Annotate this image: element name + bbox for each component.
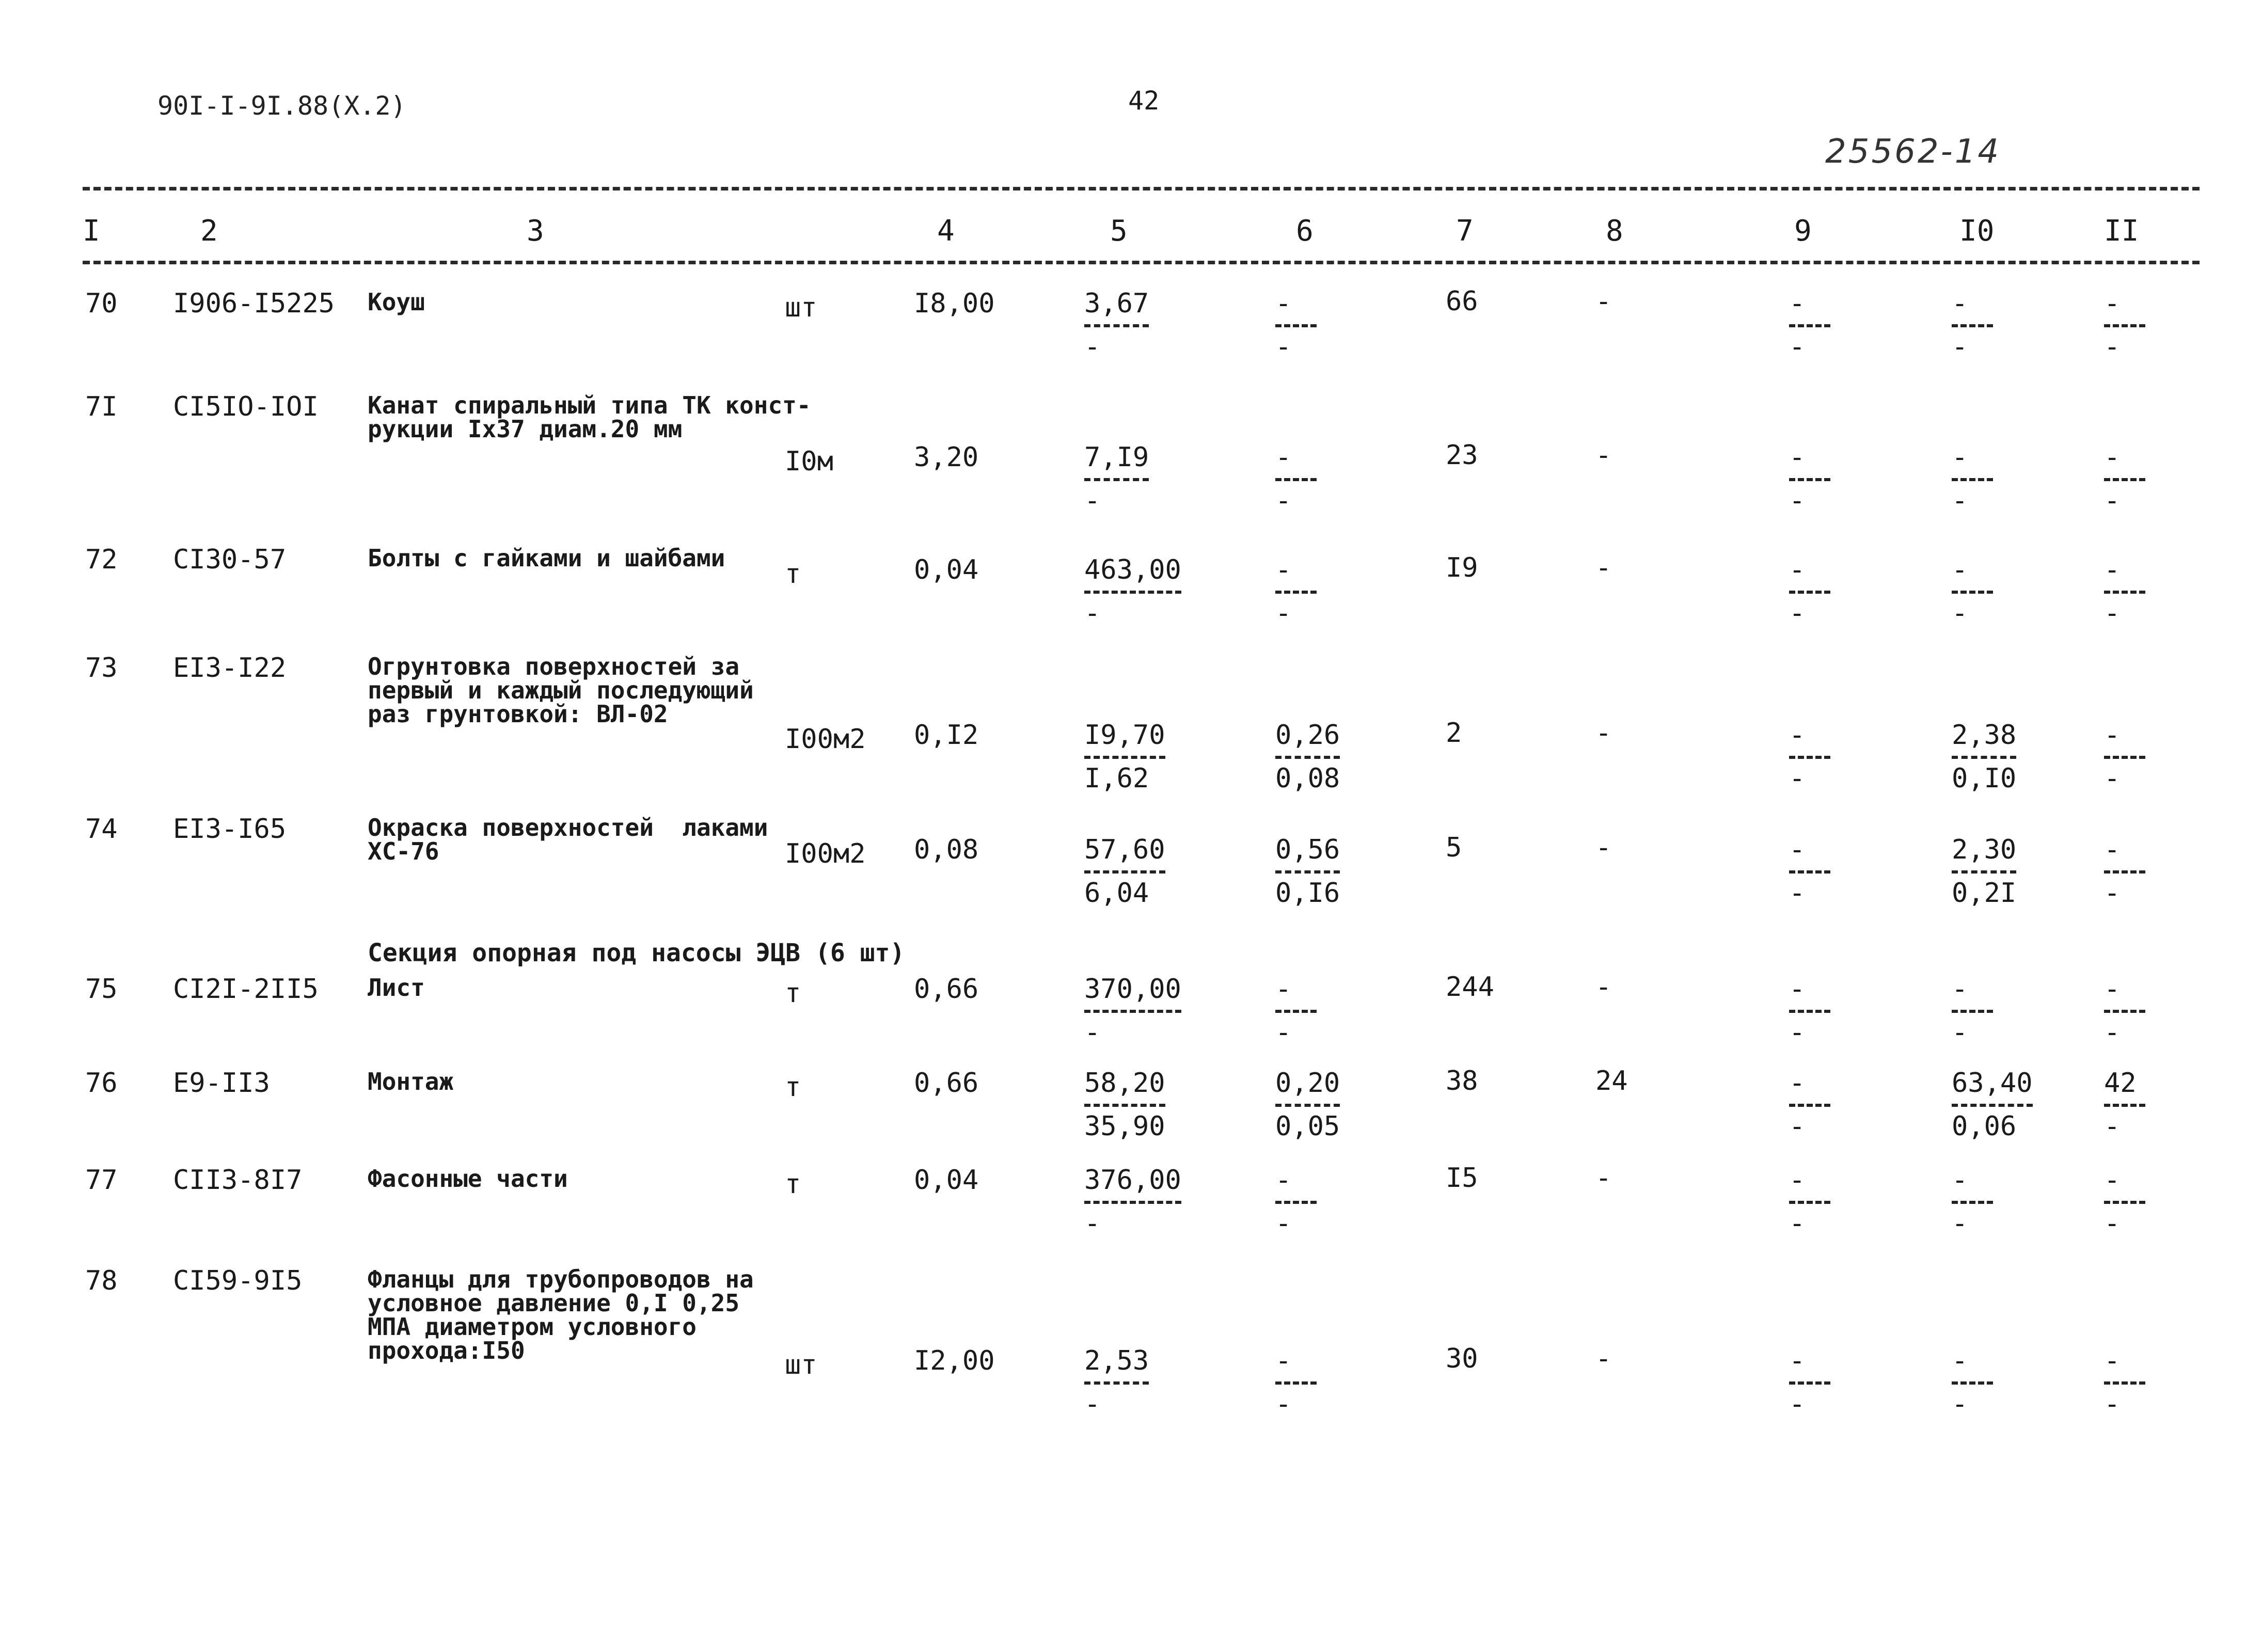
col5-cell-fraction-bar (1084, 1381, 1149, 1385)
col9-cell-denominator: - (1789, 1111, 1806, 1142)
col9-cell-denominator: - (1789, 1208, 1806, 1239)
col11-cell (2104, 836, 2145, 907)
col10-cell-denominator: - (1952, 598, 1968, 629)
col11-cell (2104, 290, 2145, 360)
col10-cell-numerator: - (1952, 1165, 1968, 1196)
col5-cell-numerator: 57,60 (1084, 834, 1165, 865)
col11-cell-fraction-bar (2104, 756, 2145, 759)
work-description: Болты с гайками и шайбами (368, 544, 725, 572)
col11-cell-denominator: - (2104, 763, 2121, 794)
col5-cell (1084, 1167, 1181, 1237)
col5-cell-denominator: - (1084, 1389, 1101, 1420)
col11-cell-fraction-bar (2104, 324, 2145, 327)
quantity: 0,08 (914, 834, 979, 865)
col10-cell-denominator: 0,2I (1952, 878, 2017, 909)
col10-cell-denominator: - (1952, 485, 1968, 516)
quantity: 0,66 (914, 1068, 979, 1099)
quantity: 0,04 (914, 554, 979, 585)
col9-cell-denominator: - (1789, 1389, 1806, 1420)
col9-cell-fraction-bar (1789, 591, 1830, 594)
row-number: 7I (85, 391, 118, 422)
col11-cell (2104, 722, 2145, 792)
col6-cell (1275, 290, 1317, 360)
col5-cell-fraction-bar (1084, 591, 1181, 594)
col5-cell-numerator: 2,53 (1084, 1345, 1149, 1376)
row-number: 78 (85, 1265, 118, 1296)
col6-cell-denominator: - (1275, 331, 1292, 362)
col11-cell-fraction-bar (2104, 1104, 2145, 1107)
col9-cell-fraction-bar (1789, 1381, 1830, 1385)
col10-cell-fraction-bar (1952, 478, 1993, 481)
col9-cell (1789, 554, 1830, 629)
col6-cell-fraction-bar (1275, 478, 1317, 481)
col10-cell-fraction-bar (1952, 1010, 1993, 1013)
col7-cell: 5 (1446, 832, 1462, 863)
col9-cell-fraction-bar (1789, 756, 1830, 759)
col10-cell-numerator: - (1952, 288, 1968, 319)
col11-cell-fraction-bar (2104, 870, 2145, 873)
col9-cell-numerator: - (1789, 974, 1806, 1005)
col6-cell-fraction-bar (1275, 1381, 1317, 1385)
col11-cell-fraction-bar (2104, 591, 2145, 594)
col6-cell (1275, 976, 1317, 1046)
col6-cell-fraction-bar (1275, 870, 1340, 873)
col6-cell-denominator: - (1275, 485, 1292, 516)
col10-cell (1952, 554, 1993, 629)
col10-cell-numerator: - (1952, 1345, 1968, 1376)
rate-code: CI5IO-IOI (173, 391, 319, 422)
col5-cell-fraction-bar (1084, 1010, 1181, 1013)
col11-cell-denominator: - (2104, 1111, 2121, 1142)
col11-cell-numerator: - (2104, 1345, 2121, 1376)
quantity: 3,20 (914, 442, 979, 473)
quantity: 0,I2 (914, 720, 979, 751)
work-description: Монтаж (368, 1068, 454, 1095)
rate-code: EI3-I65 (173, 814, 287, 845)
col6-cell (1275, 1070, 1340, 1140)
col10-cell-denominator: - (1952, 1017, 1968, 1048)
quantity: I8,00 (914, 288, 995, 319)
col10-cell (1952, 1070, 2033, 1140)
col5-cell-denominator: - (1084, 485, 1101, 516)
col9-cell-numerator: - (1789, 1165, 1806, 1196)
quantity: I2,00 (914, 1345, 995, 1376)
col6-cell-denominator: 0,I6 (1275, 878, 1340, 909)
col9-cell-denominator: - (1789, 1017, 1806, 1048)
section-title: Секция опорная под насосы ЭЦВ (6 шт) (368, 939, 905, 967)
col6-cell-numerator: 0,56 (1275, 834, 1340, 865)
col5-cell-denominator: - (1084, 1208, 1101, 1239)
unit: шт (785, 1349, 817, 1380)
col5-cell-fraction-bar (1084, 324, 1149, 327)
unit: I00м2 (785, 724, 866, 755)
col9-cell-numerator: - (1789, 720, 1806, 751)
col11-cell-numerator: 42 (2104, 1068, 2137, 1099)
col10-cell-fraction-bar (1952, 591, 1993, 594)
col6-cell-numerator: - (1275, 1165, 1292, 1196)
col9-cell (1789, 444, 1830, 514)
col11-cell-numerator: - (2104, 720, 2121, 751)
col9-cell-fraction-bar (1789, 1201, 1830, 1204)
column-number: 8 (1606, 214, 1623, 248)
col7-cell: 38 (1446, 1066, 1478, 1097)
work-description: Канат спиральный типа ТК конст- рукции Iх37 диам.20 мм (368, 391, 811, 443)
col10-cell-numerator: - (1952, 554, 1968, 585)
col6-cell-denominator: 0,08 (1275, 763, 1340, 794)
col10-cell-fraction-bar (1952, 870, 2016, 873)
work-description: Огрунтовка поверхностей за первый и каждый последующий раз грунтовкой: ВЛ-02 (368, 653, 754, 728)
col5-cell-denominator: - (1084, 598, 1101, 629)
col11-cell-numerator: - (2104, 442, 2121, 473)
col9-cell-fraction-bar (1789, 478, 1830, 481)
col5-cell-numerator: 376,00 (1084, 1165, 1181, 1196)
col5-cell-denominator: - (1084, 331, 1101, 362)
col10-cell (1952, 1167, 1993, 1237)
col9-cell-numerator: - (1789, 1068, 1806, 1099)
col8-cell: - (1595, 1343, 1612, 1374)
col10-cell-denominator: 0,06 (1952, 1111, 2017, 1142)
col11-cell-fraction-bar (2104, 1201, 2145, 1204)
col10-cell-denominator: - (1952, 1208, 1968, 1239)
col11-cell (2104, 444, 2145, 514)
col11-cell (2104, 1347, 2145, 1418)
col7-cell: 66 (1446, 286, 1478, 317)
unit: т (785, 1072, 801, 1103)
col5-cell (1084, 290, 1149, 360)
col8-cell: - (1595, 1163, 1612, 1194)
column-number: 2 (200, 214, 218, 248)
col9-cell (1789, 836, 1830, 907)
col11-cell-fraction-bar (2104, 1381, 2145, 1385)
col9-cell-denominator: - (1789, 598, 1806, 629)
col5-cell-numerator: I9,70 (1084, 720, 1165, 751)
rate-code: CI30-57 (173, 544, 287, 575)
col10-cell-numerator: 2,38 (1952, 720, 2017, 751)
col6-cell (1275, 1347, 1317, 1418)
rate-code: I906-I5225 (173, 288, 335, 319)
page-number: 42 (1128, 86, 1160, 116)
rate-code: CI59-9I5 (173, 1265, 303, 1296)
column-number: 9 (1794, 214, 1812, 248)
unit: т (785, 559, 801, 590)
col6-cell (1275, 444, 1317, 514)
column-number: 3 (527, 214, 544, 248)
col10-cell-denominator: 0,I0 (1952, 763, 2017, 794)
col11-cell-denominator: - (2104, 1017, 2121, 1048)
col9-cell (1789, 1347, 1830, 1418)
col5-cell-fraction-bar (1084, 1104, 1165, 1107)
table-top-rule (83, 187, 2200, 190)
col6-cell-denominator: 0,05 (1275, 1111, 1340, 1142)
col10-cell-fraction-bar (1952, 1201, 1993, 1204)
rate-code: E9-II3 (173, 1068, 270, 1099)
col5-cell (1084, 554, 1181, 629)
table-header-rule (83, 261, 2200, 264)
col5-cell-numerator: 58,20 (1084, 1068, 1165, 1099)
col9-cell (1789, 1070, 1830, 1140)
col8-cell: - (1595, 718, 1612, 749)
col5-cell-denominator: 6,04 (1084, 878, 1149, 909)
row-number: 70 (85, 288, 118, 319)
col11-cell-fraction-bar (2104, 1010, 2145, 1013)
col10-cell-fraction-bar (1952, 324, 1993, 327)
col9-cell-numerator: - (1789, 288, 1806, 319)
column-number: II (2104, 214, 2139, 248)
col6-cell-denominator: - (1275, 1389, 1292, 1420)
col11-cell-denominator: - (2104, 598, 2121, 629)
row-number: 77 (85, 1165, 118, 1196)
col7-cell: I5 (1446, 1163, 1478, 1194)
col6-cell-fraction-bar (1275, 1201, 1317, 1204)
work-description: Фасонные части (368, 1165, 568, 1193)
col11-cell-numerator: - (2104, 288, 2121, 319)
unit: т (785, 978, 801, 1009)
row-number: 75 (85, 974, 118, 1005)
col6-cell-fraction-bar (1275, 756, 1340, 759)
col5-cell-numerator: 463,00 (1084, 554, 1181, 585)
col6-cell (1275, 722, 1340, 792)
col11-cell (2104, 554, 2145, 629)
col10-cell-numerator: - (1952, 974, 1968, 1005)
col6-cell-fraction-bar (1275, 324, 1317, 327)
unit: шт (785, 292, 817, 323)
col9-cell (1789, 1167, 1830, 1237)
col11-cell-denominator: - (2104, 1208, 2121, 1239)
col9-cell-fraction-bar (1789, 870, 1830, 873)
col5-cell-numerator: 370,00 (1084, 974, 1181, 1005)
column-number: 5 (1110, 214, 1128, 248)
col6-cell (1275, 836, 1340, 907)
col9-cell (1789, 290, 1830, 360)
col5-cell (1084, 444, 1149, 514)
column-number: I (83, 214, 100, 248)
col6-cell-fraction-bar (1275, 1010, 1317, 1013)
col11-cell-numerator: - (2104, 1165, 2121, 1196)
sheet-number: 25562-14 (1825, 133, 2001, 171)
col5-cell-numerator: 7,I9 (1084, 442, 1149, 473)
work-description: Лист (368, 974, 425, 1002)
col6-cell-denominator: - (1275, 1017, 1292, 1048)
col11-cell-denominator: - (2104, 331, 2121, 362)
col5-cell-fraction-bar (1084, 756, 1165, 759)
col7-cell: 30 (1446, 1343, 1478, 1374)
col9-cell-denominator: - (1789, 878, 1806, 909)
unit: I0м (785, 446, 833, 477)
col11-cell-numerator: - (2104, 554, 2121, 585)
quantity: 0,66 (914, 974, 979, 1005)
col10-cell-denominator: - (1952, 1389, 1968, 1420)
col10-cell (1952, 290, 1993, 360)
col10-cell-numerator: 2,30 (1952, 834, 2017, 865)
col5-cell (1084, 1347, 1149, 1418)
rate-code: EI3-I22 (173, 653, 287, 684)
col11-cell-denominator: - (2104, 878, 2121, 909)
col6-cell-fraction-bar (1275, 1104, 1340, 1107)
col9-cell-denominator: - (1789, 763, 1806, 794)
col6-cell-numerator: - (1275, 554, 1292, 585)
column-number: 4 (937, 214, 955, 248)
work-description: Окраска поверхностей лаками XC-76 (368, 814, 768, 865)
col11-cell (2104, 1070, 2145, 1140)
col11-cell-numerator: - (2104, 974, 2121, 1005)
col9-cell-numerator: - (1789, 554, 1806, 585)
col9-cell (1789, 722, 1830, 792)
col6-cell-denominator: - (1275, 1208, 1292, 1239)
col7-cell: 244 (1446, 972, 1494, 1003)
col5-cell-denominator: - (1084, 1017, 1101, 1048)
quantity: 0,04 (914, 1165, 979, 1196)
col8-cell: - (1595, 832, 1612, 863)
col10-cell-fraction-bar (1952, 1104, 2033, 1107)
col9-cell-fraction-bar (1789, 324, 1830, 327)
unit: I00м2 (785, 838, 866, 869)
col5-cell-numerator: 3,67 (1084, 288, 1149, 319)
column-number: 6 (1296, 214, 1314, 248)
col9-cell-numerator: - (1789, 442, 1806, 473)
col10-cell-denominator: - (1952, 331, 1968, 362)
col9-cell-denominator: - (1789, 331, 1806, 362)
col6-cell (1275, 554, 1317, 629)
col9-cell-numerator: - (1789, 834, 1806, 865)
col6-cell (1275, 1167, 1317, 1237)
col6-cell-numerator: - (1275, 1345, 1292, 1376)
column-number: I0 (1959, 214, 1995, 248)
col10-cell (1952, 836, 2016, 907)
row-number: 76 (85, 1068, 118, 1099)
work-description: Коуш (368, 288, 425, 316)
row-number: 73 (85, 653, 118, 684)
col6-cell-numerator: 0,20 (1275, 1068, 1340, 1099)
col9-cell (1789, 976, 1830, 1046)
col11-cell-numerator: - (2104, 834, 2121, 865)
col10-cell-fraction-bar (1952, 1381, 1993, 1385)
col6-cell-fraction-bar (1275, 591, 1317, 594)
work-description: Фланцы для трубопроводов на условное давление 0,I 0,25 МПА диаметром условного прохода:I50 (368, 1265, 754, 1364)
col10-cell (1952, 976, 1993, 1046)
rate-code: CI2I-2II5 (173, 974, 319, 1005)
col7-cell: 2 (1446, 718, 1462, 749)
col8-cell: - (1595, 286, 1612, 317)
col9-cell-fraction-bar (1789, 1010, 1830, 1013)
col10-cell (1952, 444, 1993, 514)
col8-cell: 24 (1595, 1066, 1628, 1097)
col11-cell-denominator: - (2104, 485, 2121, 516)
col5-cell (1084, 976, 1181, 1046)
col5-cell-fraction-bar (1084, 1201, 1181, 1204)
col5-cell-fraction-bar (1084, 870, 1165, 873)
col10-cell (1952, 722, 2016, 792)
document-code: 90I-I-9I.88(X.2) (157, 91, 406, 121)
col9-cell-fraction-bar (1789, 1104, 1830, 1107)
col6-cell-denominator: - (1275, 598, 1292, 629)
column-number: 7 (1456, 214, 1474, 248)
col5-cell-fraction-bar (1084, 478, 1149, 481)
col9-cell-denominator: - (1789, 485, 1806, 516)
col11-cell-fraction-bar (2104, 478, 2145, 481)
col11-cell (2104, 1167, 2145, 1237)
col8-cell: - (1595, 440, 1612, 471)
col10-cell (1952, 1347, 1993, 1418)
col11-cell (2104, 976, 2145, 1046)
col6-cell-numerator: - (1275, 442, 1292, 473)
col8-cell: - (1595, 552, 1612, 583)
rate-code: CII3-8I7 (173, 1165, 303, 1196)
col11-cell-denominator: - (2104, 1389, 2121, 1420)
col7-cell: 23 (1446, 440, 1478, 471)
col10-cell-numerator: - (1952, 442, 1968, 473)
col5-cell-denominator: I,62 (1084, 763, 1149, 794)
col5-cell (1084, 722, 1165, 792)
col6-cell-numerator: - (1275, 288, 1292, 319)
unit: т (785, 1169, 801, 1200)
col10-cell-numerator: 63,40 (1952, 1068, 2033, 1099)
col5-cell (1084, 836, 1165, 907)
row-number: 74 (85, 814, 118, 845)
row-number: 72 (85, 544, 118, 575)
col5-cell-denominator: 35,90 (1084, 1111, 1165, 1142)
col8-cell: - (1595, 972, 1612, 1003)
col6-cell-numerator: - (1275, 974, 1292, 1005)
col10-cell-fraction-bar (1952, 756, 2016, 759)
col9-cell-numerator: - (1789, 1345, 1806, 1376)
col6-cell-numerator: 0,26 (1275, 720, 1340, 751)
col7-cell: I9 (1446, 552, 1478, 583)
col5-cell (1084, 1070, 1165, 1140)
